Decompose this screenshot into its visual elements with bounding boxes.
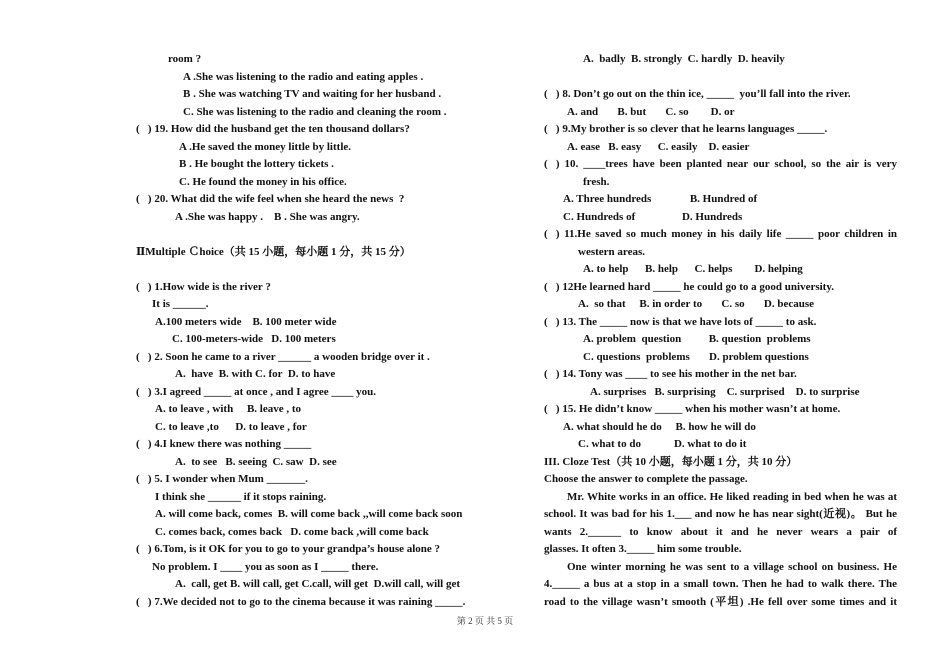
- question-12-stem: [544, 279, 897, 297]
- question-15-stem: [544, 401, 897, 419]
- question-18-option-a: [136, 69, 472, 87]
- answer-bracket: ( ): [136, 473, 152, 486]
- question-1-options-ab: [136, 314, 472, 332]
- question-11-stem-continuation: [544, 244, 897, 262]
- answer-bracket: ( ): [136, 123, 152, 136]
- question-text: 20. What did the wife feel when she heard the news ?: [154, 193, 405, 206]
- question-text: 11.He saved so much money in his daily life _____ poor children in: [564, 228, 897, 241]
- question-text: 4.I knew there was nothing _____: [154, 438, 312, 451]
- option-text: A. have B. with C. for D. to have: [175, 368, 336, 381]
- option-text: C. Hundreds of D. Hundreds: [563, 210, 743, 223]
- question-text: 13. The _____ now is that we have lots of _____ to ask.: [562, 315, 817, 328]
- question-6-stem: [136, 541, 472, 559]
- option-text: A .He saved the money little by little.: [179, 140, 352, 153]
- option-text: A. problem question B. question problems: [583, 333, 811, 346]
- question-1-prompt: [136, 296, 472, 314]
- question-text: 5. I wonder when Mum _______.: [154, 473, 308, 486]
- question-7-options: [544, 51, 897, 69]
- option-text: B . She was watching TV and waiting for her husband .: [183, 88, 442, 101]
- instruction-text: Choose the answer to complete the passage.: [544, 473, 748, 486]
- cloze-paragraph-2-line-1: [544, 559, 897, 577]
- question-15-options-ab: [544, 419, 897, 437]
- question-4-options: [136, 454, 472, 472]
- question-6-prompt: [136, 559, 472, 577]
- section-heading-text: III. Cloze Test（共 10 小题，每小题 1 分，共 10 分）: [544, 455, 798, 468]
- option-text: A. ease B. easy C. easily D. easier: [567, 140, 750, 153]
- question-8-stem: [544, 86, 897, 104]
- left-column: [136, 51, 472, 612]
- question-text: 6.Tom, is it OK for you to go to your grandpa’s house alone ?: [154, 543, 441, 556]
- question-13-options-ab: [544, 331, 897, 349]
- question-3-stem: [136, 384, 472, 402]
- option-text: B . He bought the lottery tickets .: [179, 158, 334, 171]
- question-18-option-b: [136, 86, 472, 104]
- answer-bracket: ( ): [544, 228, 560, 241]
- page-number-footer: 第 2 页 共 5 页: [456, 616, 514, 626]
- option-text: C. comes back, comes back D. come back ,will come back: [155, 525, 429, 538]
- option-text: A. call, get B. will call, get C.call, will get D.will call, will get: [175, 578, 461, 591]
- question-text: 9.My brother is so clever that he learns languages _____.: [562, 123, 828, 136]
- section-heading-cloze: [544, 454, 897, 472]
- question-text: 15. He didn’t know _____ when his mother wasn’t at home.: [562, 403, 841, 416]
- question-19-stem: [136, 121, 472, 139]
- question-11-stem: [544, 226, 897, 244]
- question-9-options: [544, 139, 897, 157]
- section-heading-multiple-choice: [136, 244, 472, 262]
- question-12-options: [544, 296, 897, 314]
- question-14-options: [544, 384, 897, 402]
- question-text: 2. Soon he came to a river ______ a wooden bridge over it .: [154, 350, 430, 363]
- right-column: [544, 51, 897, 612]
- question-13-stem: [544, 314, 897, 332]
- question-10-options-cd: [544, 209, 897, 227]
- question-8-options: [544, 104, 897, 122]
- question-2-stem: [136, 349, 472, 367]
- option-text: A. and B. but C. so D. or: [567, 105, 735, 118]
- cloze-paragraph-1-line-2: [544, 506, 897, 524]
- passage-text: school. It was bad for his 1.___ and now he has near sight(近视)。 But he: [544, 508, 897, 521]
- question-5-options-ab: [136, 506, 472, 524]
- cloze-paragraph-1-line-4: [544, 541, 897, 559]
- question-10-stem-continuation: [544, 174, 897, 192]
- blank-line: [136, 261, 472, 279]
- question-19-option-c: [136, 174, 472, 192]
- passage-text: One winter morning he was sent to a village school on business. He: [567, 560, 897, 573]
- passage-text: wants 2.______ to know about it and he never wears a pair of: [544, 525, 897, 538]
- question-text: 1.How wide is the river ?: [154, 280, 271, 293]
- question-11-options: [544, 261, 897, 279]
- question-text: 7.We decided not to go to the cinema because it was raining _____.: [154, 595, 466, 608]
- answer-bracket: ( ): [136, 350, 152, 363]
- question-text: 10. ____trees have been planted near our school, so the air is very: [564, 158, 897, 171]
- question-13-options-cd: [544, 349, 897, 367]
- option-text: C. what to do D. what to do it: [578, 438, 747, 451]
- cloze-paragraph-1-line-3: [544, 524, 897, 542]
- passage-text: road to the village wasn’t smooth (平坦) .He fell over some times and it: [544, 595, 897, 608]
- blank-line: [544, 69, 897, 87]
- passage-text: Mr. White works in an office. He liked reading in bed when he was at: [567, 490, 897, 503]
- option-text: C. questions problems D. problem questions: [583, 350, 809, 363]
- blank-line: [136, 226, 472, 244]
- question-text: western areas.: [578, 245, 645, 258]
- option-text: A.100 meters wide B. 100 meter wide: [155, 315, 337, 328]
- question-6-options: [136, 576, 472, 594]
- answer-bracket: ( ): [136, 595, 152, 608]
- question-3-options-cd: [136, 419, 472, 437]
- section-heading-text: ⅡMultiple Ｃhoice（共 15 小题，每小题 1 分，共 15 分）: [136, 245, 411, 258]
- question-9-stem: [544, 121, 897, 139]
- answer-bracket: ( ): [544, 88, 560, 101]
- question-1-options-cd: [136, 331, 472, 349]
- option-text: A. Three hundreds B. Hundred of: [563, 193, 758, 206]
- question-19-option-a: [136, 139, 472, 157]
- question-text: 14. Tony was ____ to see his mother in the net bar.: [562, 368, 797, 381]
- question-2-options: [136, 366, 472, 384]
- question-text: 19. How did the husband get the ten thousand dollars?: [154, 123, 410, 136]
- question-1-stem: [136, 279, 472, 297]
- answer-bracket: ( ): [544, 403, 560, 416]
- question-18-stem-text: room ?: [168, 53, 202, 65]
- option-text: A .She was listening to the radio and eating apples .: [183, 70, 424, 83]
- question-20-stem: [136, 191, 472, 209]
- question-5-prompt: [136, 489, 472, 507]
- option-text: A. so that B. in order to C. so D. because: [578, 298, 814, 311]
- answer-bracket: ( ): [136, 280, 152, 293]
- answer-bracket: ( ): [544, 315, 560, 328]
- option-text: A. to help B. help C. helps D. helping: [583, 263, 803, 276]
- answer-bracket: ( ): [136, 385, 152, 398]
- cloze-instruction: [544, 471, 897, 489]
- option-text: C. She was listening to the radio and cleaning the room .: [183, 105, 447, 118]
- answer-bracket: ( ): [136, 543, 152, 556]
- question-3-options-ab: [136, 401, 472, 419]
- cloze-paragraph-1-line-1: [544, 489, 897, 507]
- option-text: A .She was happy . B . She was angry.: [175, 210, 360, 223]
- question-7-stem: [136, 594, 472, 612]
- answer-bracket: ( ): [544, 368, 560, 381]
- question-text: 3.I agreed _____ at once , and I agree ____ you.: [154, 385, 377, 398]
- question-5-options-cd: [136, 524, 472, 542]
- option-text: A. will come back, comes B. will come back ,,will come back soon: [155, 508, 463, 521]
- cloze-paragraph-2-line-3: [544, 594, 897, 612]
- option-text: A. to see B. seeing C. saw D. see: [175, 455, 337, 468]
- question-15-options-cd: [544, 436, 897, 454]
- option-text: C. 100-meters-wide D. 100 meters: [172, 333, 336, 346]
- prompt-text: I think she ______ if it stops raining.: [155, 490, 327, 503]
- answer-bracket: ( ): [544, 158, 560, 171]
- option-text: A. what should he do B. how he will do: [563, 420, 756, 433]
- question-20-options: [136, 209, 472, 227]
- question-text: 12He learned hard _____ he could go to a good university.: [562, 280, 834, 293]
- question-18-stem-continuation: [136, 51, 472, 69]
- option-text: C. to leave ,to D. to leave , for: [155, 420, 307, 433]
- question-10-stem: [544, 156, 897, 174]
- question-4-stem: [136, 436, 472, 454]
- passage-text: 4._____ a bus at a stop in a small town. Then he had to walk there. The: [544, 578, 897, 591]
- question-10-options-ab: [544, 191, 897, 209]
- question-19-option-b: [136, 156, 472, 174]
- question-18-option-c: [136, 104, 472, 122]
- answer-bracket: ( ): [544, 123, 560, 136]
- option-text: A. to leave , with B. leave , to: [155, 403, 302, 416]
- option-text: C. He found the money in his office.: [179, 175, 347, 188]
- option-text: A. badly B. strongly C. hardly D. heavily: [583, 53, 785, 65]
- question-text: 8. Don’t go out on the thin ice, _____ you’ll fall into the river.: [562, 88, 851, 101]
- answer-bracket: ( ): [544, 280, 560, 293]
- question-5-stem: [136, 471, 472, 489]
- prompt-text: It is ______.: [152, 298, 209, 311]
- option-text: A. surprises B. surprising C. surprised D. to surprise: [590, 385, 860, 398]
- passage-text: glasses. It often 3._____ him some trouble.: [544, 543, 742, 556]
- answer-bracket: ( ): [136, 438, 152, 451]
- answer-bracket: ( ): [136, 193, 152, 206]
- cloze-paragraph-2-line-2: [544, 576, 897, 594]
- question-text: fresh.: [583, 175, 610, 188]
- question-14-stem: [544, 366, 897, 384]
- prompt-text: No problem. I ____ you as soon as I _____ there.: [152, 560, 379, 573]
